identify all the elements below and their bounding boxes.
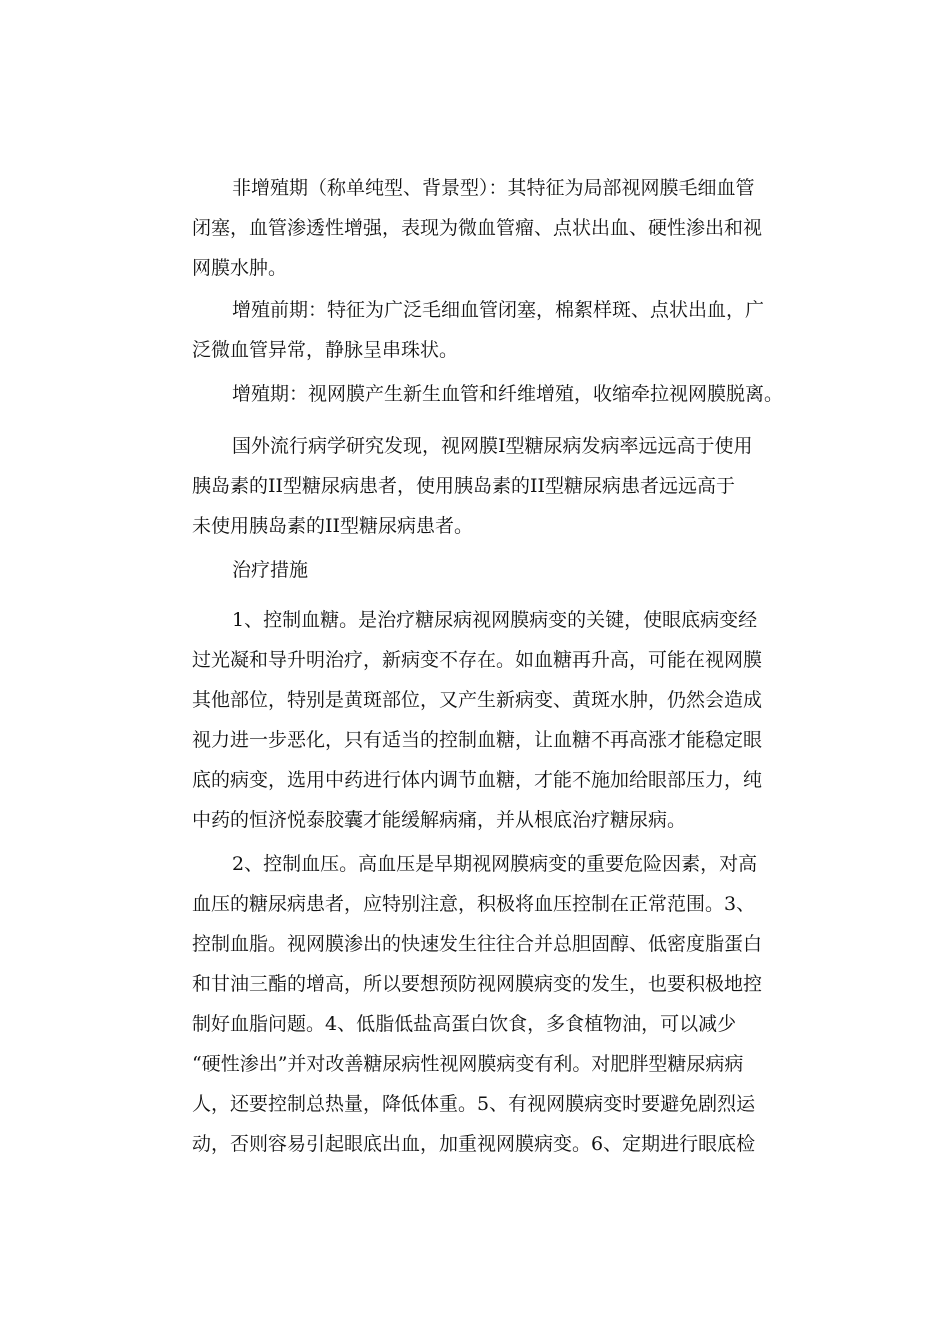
paragraph-epidemiology	[192, 426, 782, 546]
section-heading-treatment	[192, 550, 782, 590]
paragraph-blood-pressure	[192, 844, 782, 1164]
text-line: 和甘油三酯的增高，所以要想预防视网膜病变的发生，也要积极地控	[192, 973, 763, 995]
text-line: 闭塞，血管渗透性增强，表现为微血管瘤、点状出血、硬性渗出和视	[192, 217, 763, 239]
text-line: 网膜水肿。	[192, 257, 288, 279]
paragraph-pre-proliferative	[192, 290, 782, 370]
text-line: “硬性渗出”并对改善糖尿病性视网膜病变有利。对肥胖型糖尿病病	[192, 1053, 744, 1075]
text-line: 动，否则容易引起眼底出血，加重视网膜病变。6、定期进行眼底检	[192, 1133, 756, 1155]
text-line: 2、控制血压。高血压是早期视网膜病变的重要危险因素，对高	[232, 853, 758, 875]
text-line: 非增殖期（称单纯型、背景型）：其特征为局部视网膜毛细血管	[232, 177, 755, 199]
text-line: 泛微血管异常，静脉呈串珠状。	[192, 339, 459, 361]
text-line: 国外流行病学研究发现，视网膜I型糖尿病发病率远远高于使用	[232, 435, 753, 457]
text-line: 治疗措施	[232, 559, 309, 581]
paragraph-blood-sugar	[192, 600, 782, 840]
text-line: 胰岛素的II型糖尿病患者，使用胰岛素的II型糖尿病患者远远高于	[192, 475, 736, 497]
text-line: 增殖期：视网膜产生新生血管和纤维增殖，收缩牵拉视网膜脱离。	[232, 383, 784, 405]
paragraph-non-proliferative	[192, 168, 782, 288]
text-line: 增殖前期：特征为广泛毛细血管闭塞，棉絮样斑、点状出血，广	[232, 299, 765, 321]
text-line: 制好血脂问题。4、低脂低盐高蛋白饮食，多食植物油，可以减少	[192, 1013, 737, 1035]
text-line: 人，还要控制总热量，降低体重。5、有视网膜病变时要避免剧烈运	[192, 1093, 756, 1115]
text-line: 视力进一步恶化，只有适当的控制血糖，让血糖不再高涨才能稳定眼	[192, 729, 763, 751]
paragraph-proliferative	[192, 374, 782, 414]
text-line: 中药的恒济悦泰胶囊才能缓解病痛，并从根底治疗糖尿病。	[192, 809, 687, 831]
text-line: 控制血脂。视网膜渗出的快速发生往往合并总胆固醇、低密度脂蛋白	[192, 933, 763, 955]
text-line: 未使用胰岛素的II型糖尿病患者。	[192, 515, 474, 537]
text-line: 1、控制血糖。是治疗糖尿病视网膜病变的关键，使眼底病变经	[232, 609, 758, 631]
text-line: 过光凝和导升明治疗，新病变不存在。如血糖再升高，可能在视网膜	[192, 649, 763, 671]
text-line: 底的病变，选用中药进行体内调节血糖，才能不施加给眼部压力，纯	[192, 769, 763, 791]
text-line: 血压的糖尿病患者，应特别注意，积极将血压控制在正常范围。3、	[192, 893, 756, 915]
text-line: 其他部位，特别是黄斑部位，又产生新病变、黄斑水肿，仍然会造成	[192, 689, 763, 711]
